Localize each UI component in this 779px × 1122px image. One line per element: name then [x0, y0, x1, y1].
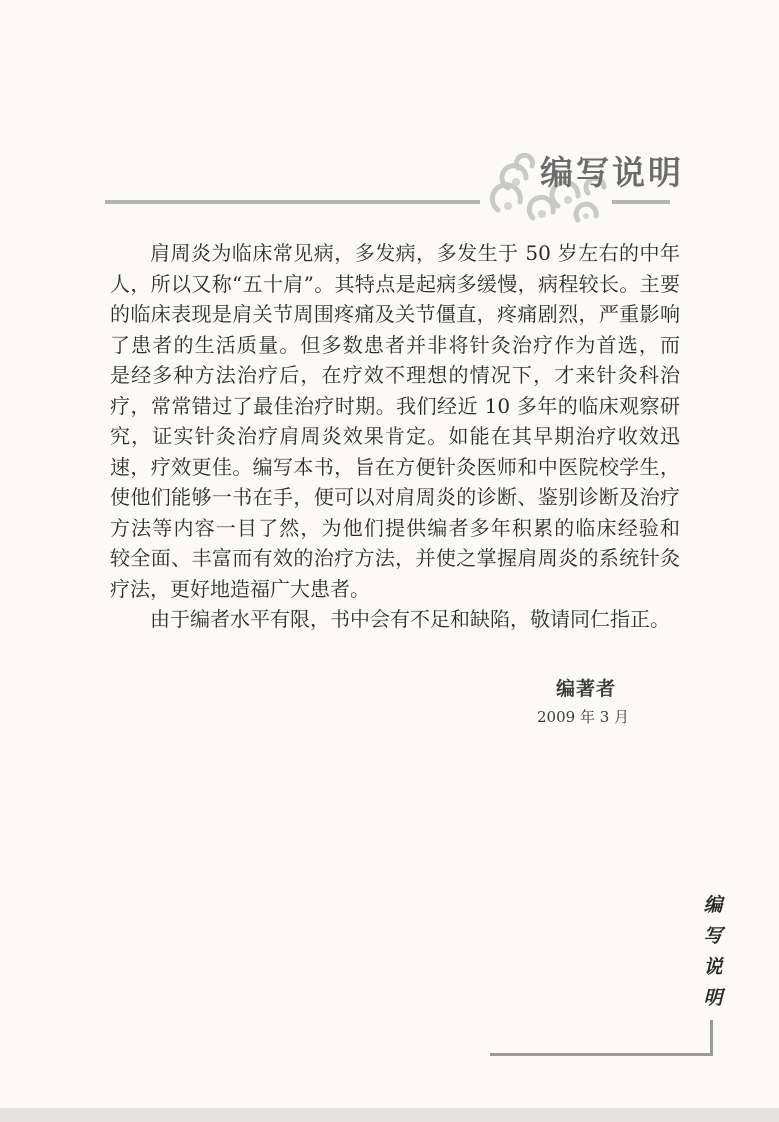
header-rule-right	[612, 200, 670, 204]
side-label-char: 写	[703, 925, 723, 947]
text-line: 究，证实针灸治疗肩周炎效果肯定。如能在其早期治疗收效迅	[110, 424, 680, 448]
header-rule-left	[105, 200, 480, 204]
body-text	[110, 238, 680, 635]
paragraph-2	[110, 604, 680, 635]
text-line: 较全面、丰富而有效的治疗方法，并使之掌握肩周炎的系统针灸	[110, 546, 680, 570]
signature-date: 2009 年 3 月	[537, 708, 630, 726]
page-edge	[0, 1108, 779, 1122]
corner-rule-vertical	[710, 1020, 713, 1056]
paragraph-1	[110, 238, 680, 604]
page-title: 编写说明	[540, 153, 684, 192]
text-line: 的临床表现是肩关节周围疼痛及关节僵直，疼痛剧烈，严重影响	[110, 302, 680, 326]
side-label-char: 明	[703, 987, 723, 1009]
text-line: 了患者的生活质量。但多数患者并非将针灸治疗作为首选，而	[110, 332, 680, 357]
text-line: 疗法，更好地造福广大患者。	[110, 576, 370, 601]
author-signature: 编著者	[556, 678, 617, 700]
text-line: 由于编者水平有限，书中会有不足和缺陷，敬请同仁指正。	[150, 607, 670, 631]
text-line: 速，疗效更佳。编写本书，旨在方便针灸医师和中医院校学生，	[110, 454, 680, 479]
corner-rule-horizontal	[490, 1053, 712, 1056]
text-line: 人，所以又称“五十肩”。其特点是起病多缓慢，病程较长。主要	[110, 271, 680, 296]
text-line: 肩周炎为临床常见病，多发病，多发生于 50 岁左右的中年	[150, 241, 680, 265]
text-line: 方法等内容一目了然，为他们提供编者多年积累的临床经验和	[110, 515, 680, 540]
text-line: 使他们能够一书在手，便可以对肩周炎的诊断、鉴别诊断及治疗	[110, 485, 680, 509]
side-label-char: 编	[703, 894, 723, 916]
text-line: 是经多种方法治疗后，在疗效不理想的情况下，才来针灸科治	[110, 363, 680, 387]
side-label-char: 说	[703, 956, 723, 978]
side-section-label	[700, 890, 726, 1014]
text-line: 疗，常常错过了最佳治疗时期。我们经近 10 多年的临床观察研	[110, 393, 680, 418]
